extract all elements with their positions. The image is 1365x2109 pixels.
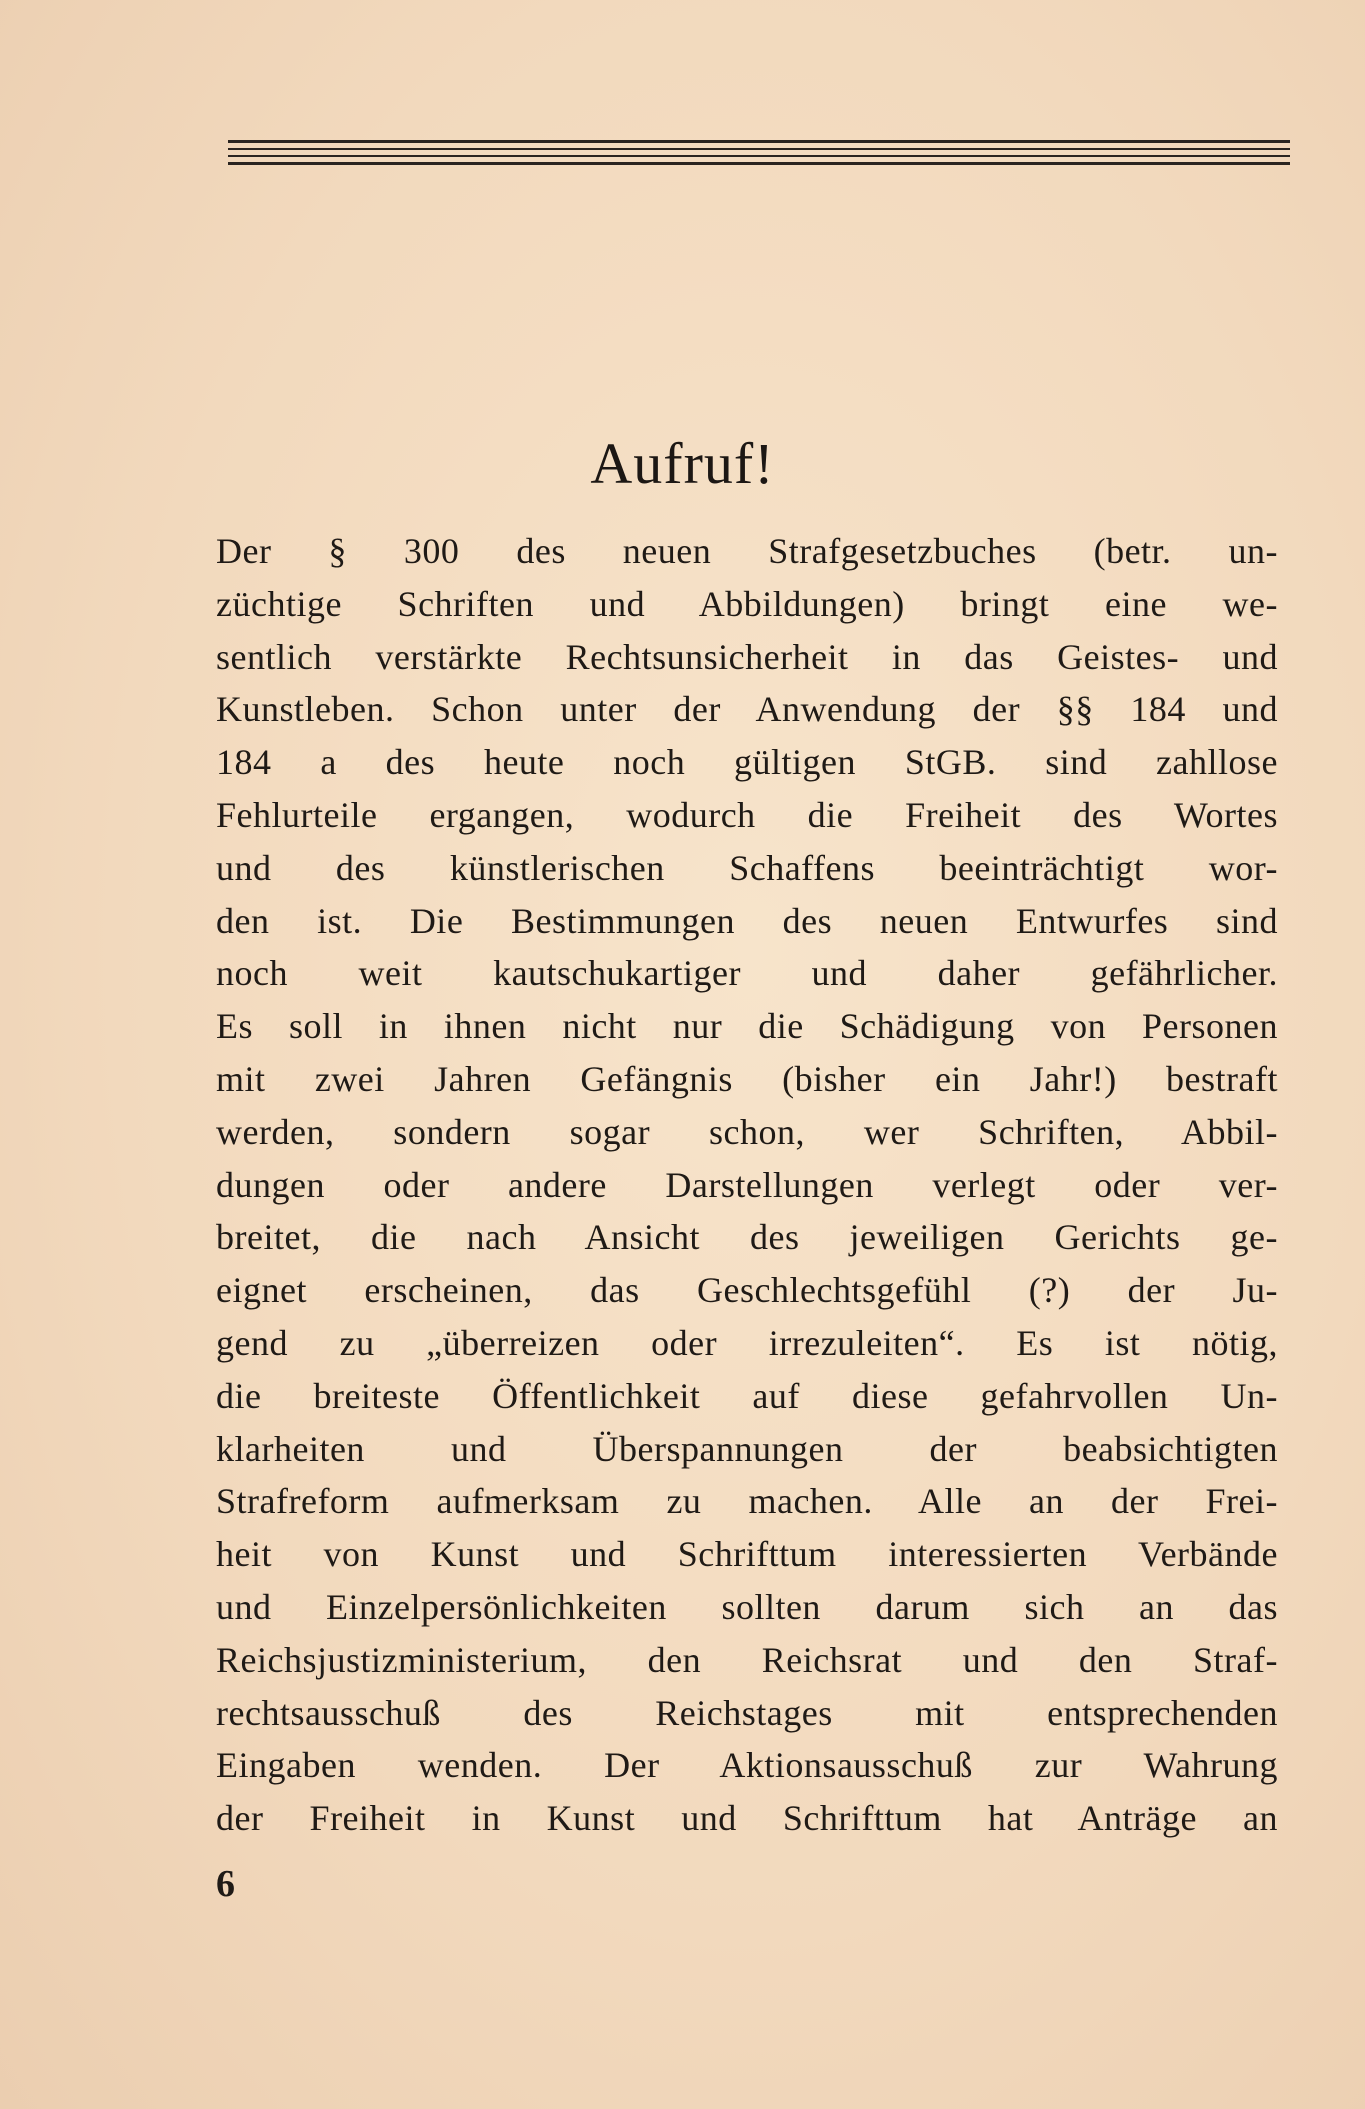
text-line: und des künstlerischen Schaffens beeinträchtigt wor- <box>216 847 1278 888</box>
text-line: Reichsjustizministerium, den Reichsrat und den Straf- <box>216 1639 1278 1680</box>
text-line: Fehlurteile ergangen, wodurch die Freiheit des Wortes <box>216 794 1278 835</box>
header-rule <box>228 155 1290 157</box>
page-title: Aufruf! <box>590 431 775 496</box>
text-line: züchtige Schriften und Abbildungen) bringt eine we- <box>216 583 1278 624</box>
text-line: heit von Kunst und Schrifttum interessierten Verbände <box>216 1534 1278 1575</box>
header-rules <box>228 140 1290 170</box>
header-rule <box>228 148 1290 150</box>
text-line: der Freiheit in Kunst und Schrifttum hat Anträge an <box>216 1798 1278 1839</box>
text-line: die breiteste Öffentlichkeit auf diese gefahrvollen Un- <box>216 1375 1278 1416</box>
text-line: rechtsausschuß des Reichstages mit entsprechenden <box>216 1692 1278 1733</box>
text-line: breitet, die nach Ansicht des jeweiligen Gerichts ge- <box>216 1217 1278 1258</box>
text-line: gend zu „überreizen oder irrezuleiten“. Es ist nötig, <box>216 1322 1278 1363</box>
text-line: noch weit kautschukartiger und daher gefährlicher. <box>216 953 1278 994</box>
text-line: werden, sondern sogar schon, wer Schriften, Abbil- <box>216 1111 1278 1152</box>
text-line: Eingaben wenden. Der Aktionsausschuß zur Wahrung <box>216 1745 1278 1786</box>
text-line: Strafreform aufmerksam zu machen. Alle an der Frei- <box>216 1481 1278 1522</box>
text-line: den ist. Die Bestimmungen des neuen Entwurfes sind <box>216 900 1278 941</box>
text-line: sentlich verstärkte Rechtsunsicherheit in das Geistes- und <box>216 636 1278 677</box>
header-rule <box>228 162 1290 165</box>
body-text <box>216 525 1278 1845</box>
text-line: 184 a des heute noch gültigen StGB. sind zahllose <box>216 742 1278 783</box>
text-line: und Einzelpersönlichkeiten sollten darum sich an das <box>216 1586 1278 1627</box>
text-line: Kunstleben. Schon unter der Anwendung der §§ 184 und <box>216 689 1278 730</box>
text-line: dungen oder andere Darstellungen verlegt oder ver- <box>216 1164 1278 1205</box>
page-number: 6 <box>216 1863 235 1905</box>
text-line: mit zwei Jahren Gefängnis (bisher ein Jahr!) bestraft <box>216 1058 1278 1099</box>
header-rule <box>228 140 1290 143</box>
text-line: Es soll in ihnen nicht nur die Schädigung von Personen <box>216 1006 1278 1047</box>
text-line: eignet erscheinen, das Geschlechtsgefühl (?) der Ju- <box>216 1270 1278 1311</box>
text-line: Der § 300 des neuen Strafgesetzbuches (betr. un- <box>216 531 1278 571</box>
text-line: klarheiten und Überspannungen der beabsichtigten <box>216 1428 1278 1469</box>
